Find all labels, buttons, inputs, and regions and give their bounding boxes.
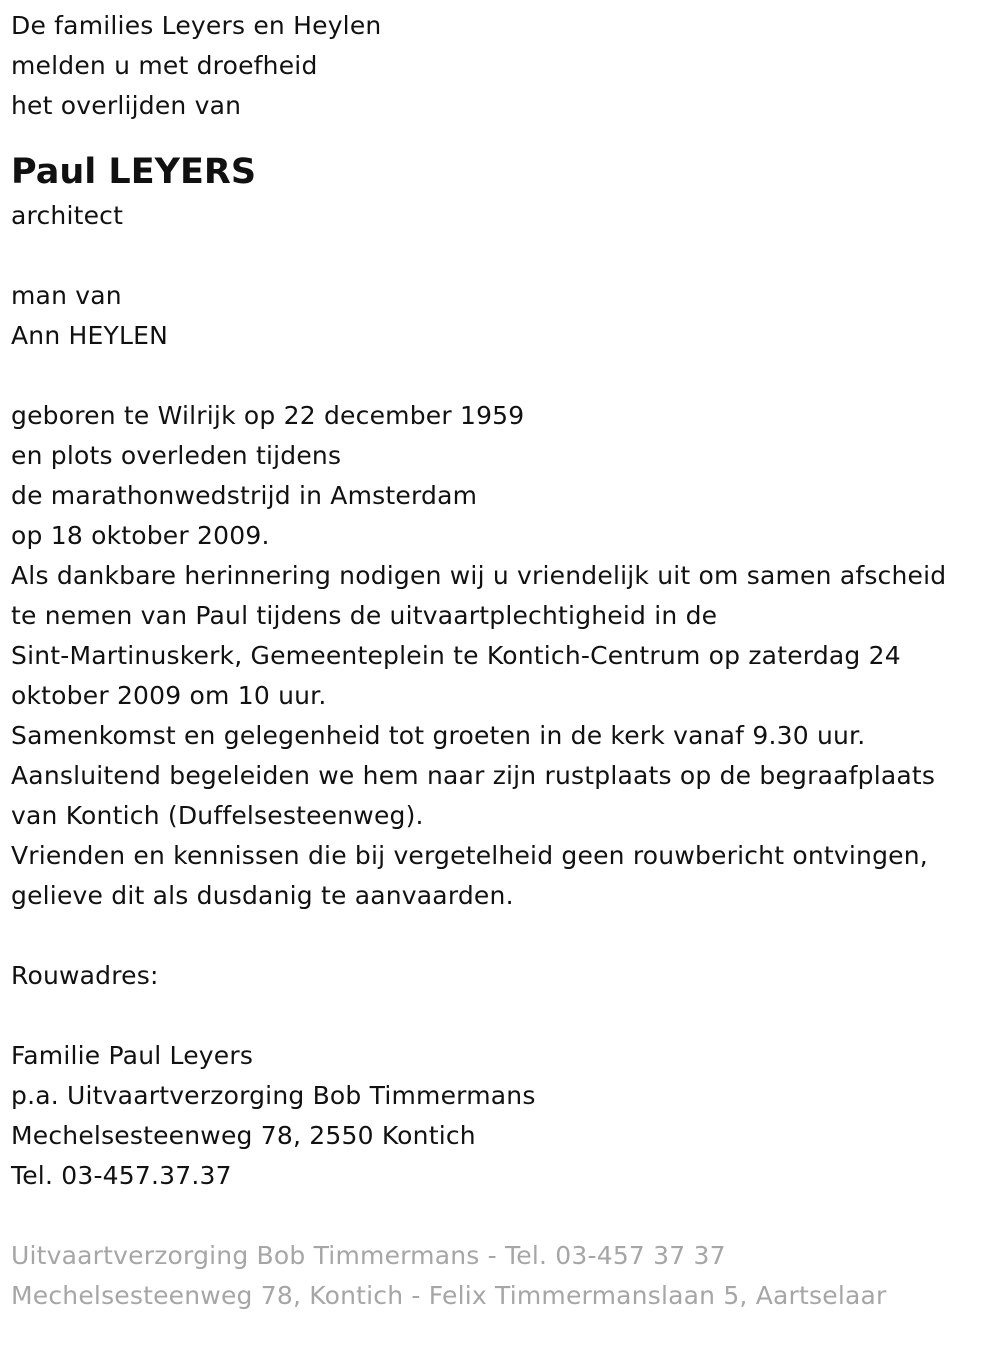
- spouse-name: Ann HEYLEN: [11, 321, 169, 350]
- body-line: oktober 2009 om 10 uur.: [11, 681, 327, 710]
- deceased-profession: architect: [11, 201, 124, 230]
- address-line: p.a. Uitvaartverzorging Bob Timmermans: [11, 1081, 536, 1110]
- mourning-address: [11, 1036, 996, 1196]
- funeral-home-footer: [11, 1236, 996, 1316]
- body-line: te nemen van Paul tijdens de uitvaartplechtigheid in de: [11, 601, 718, 630]
- spacer: [11, 916, 996, 956]
- body-line: gelieve dit als dusdanig te aanvaarden.: [11, 881, 514, 910]
- intro-line: het overlijden van: [11, 91, 242, 120]
- intro-line: De families Leyers en Heylen: [11, 11, 382, 40]
- spouse-block: [11, 276, 996, 356]
- phone-line: Tel. 03-457.37.37: [11, 1161, 232, 1190]
- body-line: geboren te Wilrijk op 22 december 1959: [11, 401, 525, 430]
- spacer: [11, 236, 996, 276]
- address-line: Familie Paul Leyers: [11, 1041, 254, 1070]
- footer-line: Mechelsesteenweg 78, Kontich - Felix Timmermanslaan 5, Aartselaar: [11, 1281, 887, 1310]
- body-line: de marathonwedstrijd in Amsterdam: [11, 481, 478, 510]
- spacer: [11, 996, 996, 1036]
- intro-block: [11, 6, 996, 126]
- body-text: [11, 396, 996, 916]
- spouse-relation: man van: [11, 281, 122, 310]
- body-line: Sint-Martinuskerk, Gemeenteplein te Kontich-Centrum op zaterdag 24: [11, 641, 901, 670]
- mourning-address-label: Rouwadres:: [11, 961, 159, 990]
- obituary-notice: [11, 6, 996, 1316]
- deceased-name: Paul LEYERS: [11, 152, 257, 192]
- body-line: Vrienden en kennissen die bij vergetelheid geen rouwbericht ontvingen,: [11, 841, 928, 870]
- body-line: en plots overleden tijdens: [11, 441, 342, 470]
- address-line: Mechelsesteenweg 78, 2550 Kontich: [11, 1121, 476, 1150]
- spacer: [11, 1196, 996, 1236]
- body-line: Als dankbare herinnering nodigen wij u vriendelijk uit om samen afscheid: [11, 561, 947, 590]
- body-line: op 18 oktober 2009.: [11, 521, 270, 550]
- footer-line: Uitvaartverzorging Bob Timmermans - Tel. 03-457 37 37: [11, 1241, 726, 1270]
- body-line: Samenkomst en gelegenheid tot groeten in de kerk vanaf 9.30 uur.: [11, 721, 866, 750]
- intro-line: melden u met droefheid: [11, 51, 318, 80]
- body-line: Aansluitend begeleiden we hem naar zijn rustplaats op de begraafplaats: [11, 761, 936, 790]
- body-line: van Kontich (Duffelsesteenweg).: [11, 801, 424, 830]
- spacer: [11, 356, 996, 396]
